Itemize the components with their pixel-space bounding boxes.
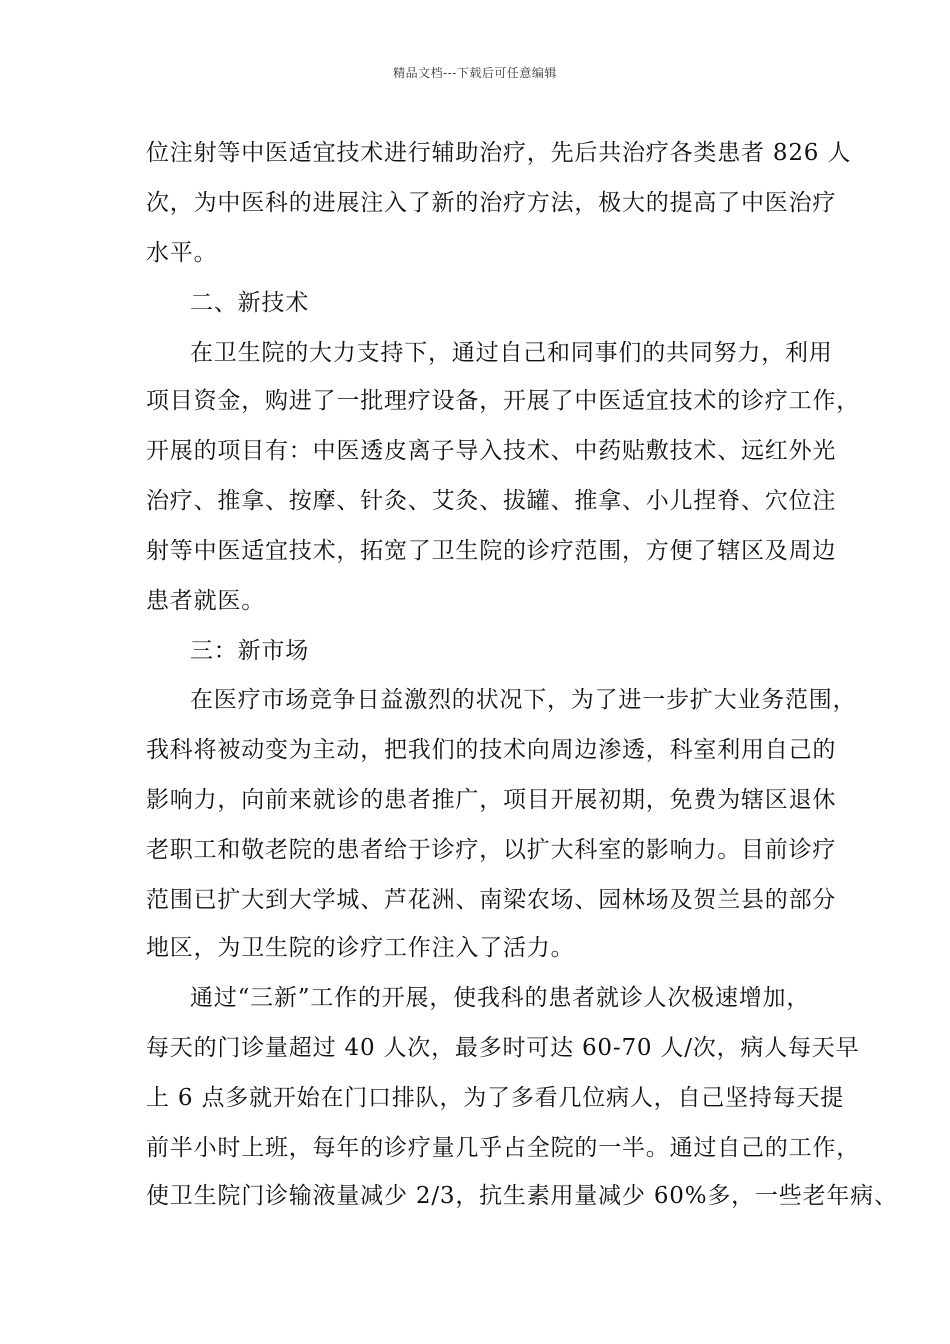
text-line: 使卫生院门诊输液量减少 2/3，抗生素用量减少 60%多，一些老年病、: [146, 1183, 898, 1209]
text-line: 每天的门诊量超过 40 人次，最多时可达 60-70 人/次，病人每天早: [146, 1035, 860, 1061]
text-line: 老职工和敬老院的患者给于诊疗，以扩大科室的影响力。目前诊疗: [146, 837, 837, 863]
text-line: 射等中医适宜技术，拓宽了卫生院的诊疗范围，方便了辖区及周边: [146, 538, 837, 564]
text-line: 次，为中医科的进展注入了新的治疗方法，极大的提高了中医治疗: [146, 190, 837, 216]
page-header: 精品文档---下载后可任意编辑: [393, 66, 557, 80]
text-line: 水平。: [146, 240, 218, 266]
section-heading: 二、新技术: [190, 290, 309, 316]
text-line: 上 6 点多就开始在门口排队，为了多看几位病人，自己坚持每天提: [146, 1085, 845, 1111]
text-line: 通过“三新”工作的开展，使我科的患者就诊人次极速增加，: [190, 985, 811, 1011]
text-line: 在医疗市场竞争日益激烈的状况下，为了进一步扩大业务范围，: [190, 687, 857, 713]
text-line: 开展的项目有：中医透皮离子导入技术、中药贴敷技术、远红外光: [146, 438, 837, 464]
text-line: 前半小时上班，每年的诊疗量几乎占全院的一半。通过自己的工作，: [146, 1135, 860, 1161]
text-line: 项目资金，购进了一批理疗设备，开展了中医适宜技术的诊疗工作，: [146, 388, 860, 414]
text-line: 患者就医。: [146, 588, 265, 614]
text-line: 地区，为卫生院的诊疗工作注入了活力。: [146, 935, 575, 961]
text-line: 影响力，向前来就诊的患者推广，项目开展初期，免费为辖区退休: [146, 787, 837, 813]
text-line: 治疗、推拿、按摩、针灸、艾灸、拔罐、推拿、小儿捏脊、穴位注: [146, 488, 837, 514]
section-heading: 三：新市场: [190, 638, 309, 664]
text-line: 在卫生院的大力支持下，通过自己和同事们的共同努力，利用: [190, 340, 833, 366]
text-line: 我科将被动变为主动，把我们的技术向周边渗透，科室利用自己的: [146, 737, 837, 763]
text-line: 位注射等中医适宜技术进行辅助治疗，先后共治疗各类患者 826 人: [146, 140, 852, 166]
text-line: 范围已扩大到大学城、芦花洲、南梁农场、园林场及贺兰县的部分: [146, 887, 837, 913]
